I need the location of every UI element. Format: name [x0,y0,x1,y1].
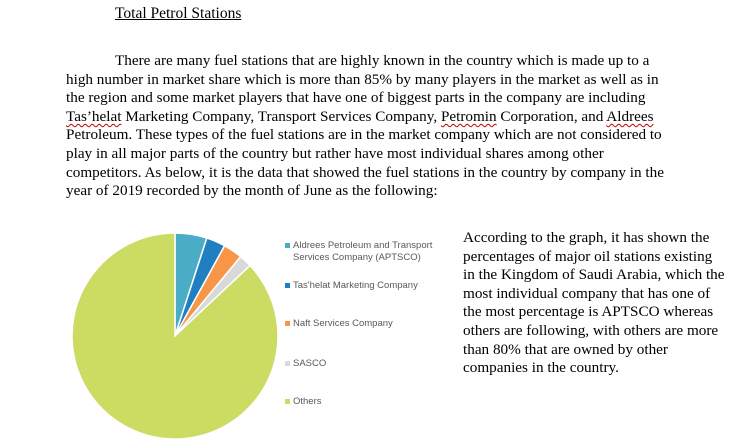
legend-label: Tas'helat Marketing Company [293,280,418,291]
section-heading: Total Petrol Stations [115,5,242,22]
legend-swatch [285,283,290,288]
spellcheck-word-aldrees[interactable]: Aldrees [606,107,654,125]
legend-swatch [285,321,290,326]
legend-label: SASCO [293,358,327,369]
chart-legend [285,240,433,407]
paragraph-text-3: Corporation, and [496,107,607,125]
pie-slices [72,233,278,439]
paragraph-text-4: Petroleum. These types of the fuel stations are in the market company which are not considered to play in all major parts of the country but rather have most individual shares among other competitors. As below, it is the data that showed the fuel stations in the country by company in the year of 2019 recorded by the month of June as the following: [66,126,664,200]
spellcheck-word-petromin[interactable]: Petromin [440,107,497,125]
legend-swatch [285,361,290,366]
legend-label-line2: Services Company (APTSCO) [293,252,421,263]
body-paragraph [66,52,672,201]
legend-label: Aldrees Petroleum and Transport [293,240,433,251]
legend-swatch [285,399,290,404]
legend-label: Others [293,396,322,407]
pie-chart [72,224,452,444]
spellcheck-word-tasheelat[interactable]: Tas’helat [66,107,122,125]
legend-label: Naft Services Company [293,318,393,329]
paragraph-text-2: Marketing Company, Transport Services Company, [121,107,441,125]
legend-swatch [285,243,290,248]
paragraph-text-1: There are many fuel stations that are highly known in the country which is made up to a high number in market share which is more than 85% by many players in the market as well as in the region and some market players that have one of biggest parts in the company are including [66,52,659,107]
chart-description: According to the graph, it has shown the percentages of major oil stations existing in the Kingdom of Saudi Arabia, which the most individual company that has one of the most percentage is APTSCO whereas others are following, with others are more than 80% that are owned by other companies in the country. [463,229,725,377]
